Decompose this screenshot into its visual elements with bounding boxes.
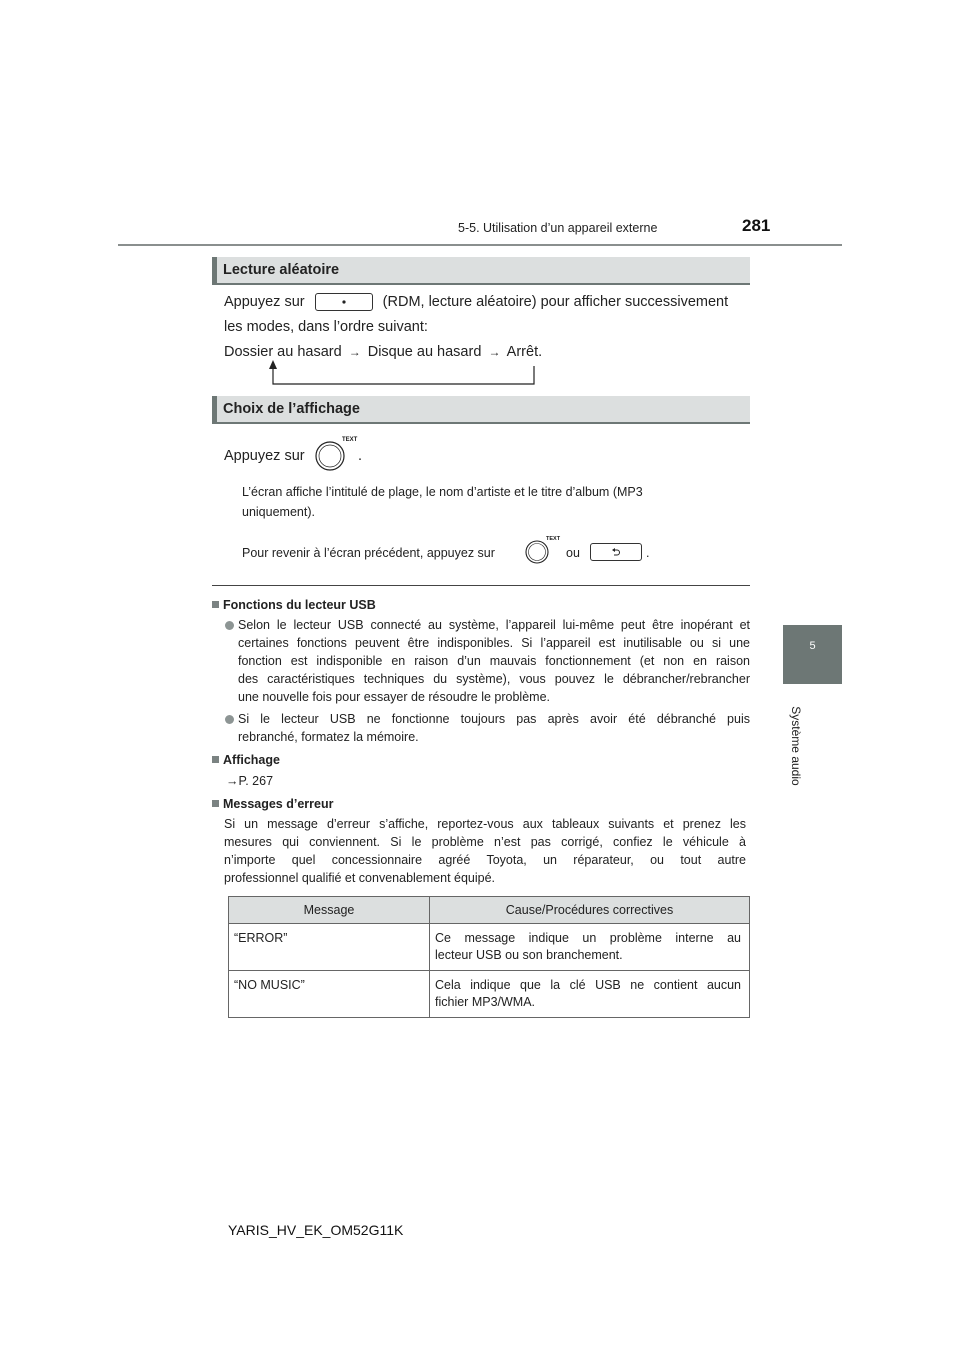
section-title-random: Lecture aléatoire (223, 262, 340, 278)
running-header-section: 5-5. Utilisation d’un appareil externe (458, 221, 658, 235)
random-mode-sequence: Dossier au hasard → Disque au hasard → Arrêt. (224, 344, 543, 360)
display-note-line1: L’écran affiche l’intitulé de plage, le nom d’artiste et le titre d’album (MP3 (242, 485, 643, 499)
rdm-button-icon (315, 293, 373, 311)
error-messages-heading: Messages d’erreur (212, 795, 333, 813)
random-instruction-line2: les modes, dans l’ordre suivant: (224, 319, 428, 335)
usb-functions-heading: Fonctions du lecteur USB (212, 596, 376, 614)
page-number: 281 (742, 216, 771, 235)
round-bullet-icon (225, 715, 234, 724)
table-row: “ERROR” Ce message indique un problème interne au lecteur USB ou son branchement. (229, 924, 750, 971)
display-note-line2: uniquement). (242, 505, 315, 519)
section-heading-random (212, 257, 750, 285)
section-heading-display (212, 396, 750, 424)
return-note: Pour revenir à l’écran précédent, appuyez sur (242, 546, 495, 560)
chapter-tab (783, 625, 842, 684)
chapter-tab-number: 5 (809, 640, 816, 652)
affichage-heading: Affichage (212, 751, 280, 769)
affichage-page-reference[interactable]: →P. 267 (226, 774, 274, 788)
notes-divider (212, 585, 750, 586)
section-title-display: Choix de l’affichage (223, 401, 360, 417)
table-row: “NO MUSIC” Cela indique que la clé USB ne contient aucun fichier MP3/WMA. (229, 971, 750, 1018)
square-bullet-icon (212, 756, 219, 763)
column-header-message: Message (229, 897, 430, 924)
random-instruction-line1: Appuyez sur (RDM, lecture aléatoire) pour afficher successivement (224, 294, 729, 310)
square-bullet-icon (212, 800, 219, 807)
column-header-cause: Cause/Procédures correctives (430, 897, 750, 924)
text-knob-small-icon: TEXT (524, 536, 564, 566)
display-instruction: Appuyez sur (224, 448, 305, 464)
header-divider (118, 244, 842, 246)
round-bullet-icon (225, 621, 234, 630)
chapter-tab-label: Système audio (789, 706, 803, 786)
sequence-loop-arrow-icon (264, 358, 544, 388)
error-messages-table (228, 896, 750, 1018)
square-bullet-icon (212, 601, 219, 608)
document-code: YARIS_HV_EK_OM52G11K (228, 1222, 404, 1238)
back-button-icon (590, 543, 642, 561)
text-knob-icon: TEXT (312, 436, 362, 472)
